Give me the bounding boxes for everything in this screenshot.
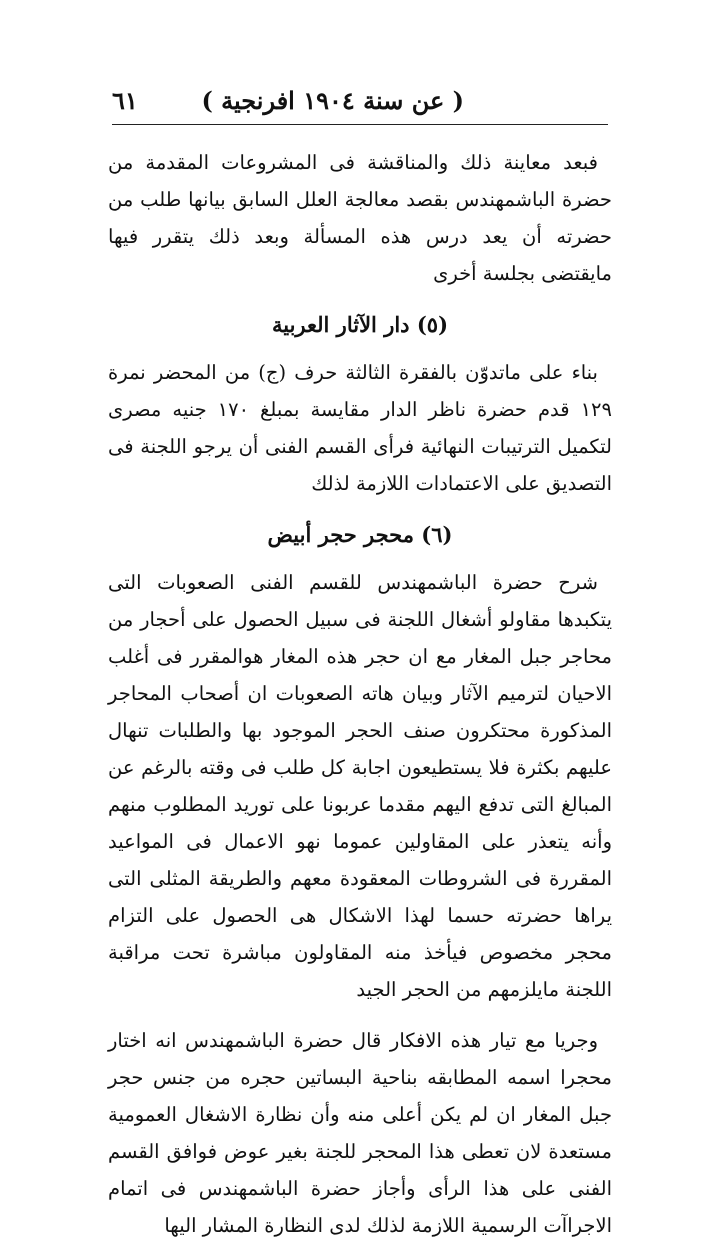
paragraph-quarry-difficulties: شرح حضرة الباشمهندس للقسم الفنى الصعوبات التى يتكبدها مقاولو أشغال اللجنة فى سبيل الحصول على أحجار من محاجر جبل المغار مع ان حجر هذه المغار هوالمقرر فى أغلب الاحيان لترميم الآثار وبيان هاته الصعوبات ان أصحاب المحاجر المذكورة محتكرون صنف الحجر الموجود بها والطلبات تنهال عليهم بكثرة فلا يستطيعون اجابة كل طلب فى وقته بالرغم عن المبالغ التى تدفع اليهم مقدما عربونا على توريد المطلوب منهم وأنه يتعذر على المقاولين عموما نهو الاعمال فى المواعيد المقررة فى الشروطات المعقودة معهم والطريقة المثلى التى يراها حضرته حسما لهذا الاشكال هى الحصول على التزام محجر مخصوص فيأخذ منه المقاولون مباشرة تحت مراقبة اللجنة مايلزمهم من الحجر الجيد — [108, 571, 612, 1001]
paragraph-arab-museum: بناء على ماتدوّن بالفقرة الثالثة حرف (ج) من المحضر نمرة ١٢٩ قدم حضرة ناظر الدار مقايسة بمبلغ ١٧٠ جنيه مصرى لتكميل الترتيبات النهائية فرأى القسم الفنى أن يرجو اللجنة فى التصديق على الاعتمادات اللازمة لذلك — [108, 361, 612, 495]
paragraph-quarry-decision: وجريا مع تيار هذه الافكار قال حضرة الباشمهندس انه اختار محجرا اسمه المطابقه بناحية البساتين حجره من جنس حجر جبل المغار ان لم يكن أعلى منه وأن نظارة الاشغال العمومية مستعدة لان تعطى هذا المحجر للجنة بغير عوض فوافق القسم الفنى على هذا الرأى وأجاز حضرة الباشمهندس فى اتمام الاجراآت الرسمية اللازمة لذلك لدى النظارة المشار اليها — [108, 1029, 612, 1237]
page-number: ٦١ — [112, 86, 138, 115]
document-body — [108, 144, 612, 1244]
heading-arab-museum: (٥) دار الآثار العربية — [271, 312, 448, 337]
paragraph-inspection-discussion: فبعد معاينة ذلك والمناقشة فى المشروعات المقدمة من حضرة الباشمهندس بقصد معالجة العلل السابق بيانها طلب من حضرته أن يعد درس هذه المسألة وبعد ذلك يتقرر فيها مايقتضى بجلسة أخرى — [108, 151, 612, 285]
heading-white-stone-quarry: (٦) محجر حجر أبيض — [267, 522, 453, 547]
page-header — [112, 86, 612, 122]
running-title: ( عن سنة ١٩٠٤ افرنجية ) — [201, 86, 464, 115]
header-rule — [112, 124, 608, 125]
